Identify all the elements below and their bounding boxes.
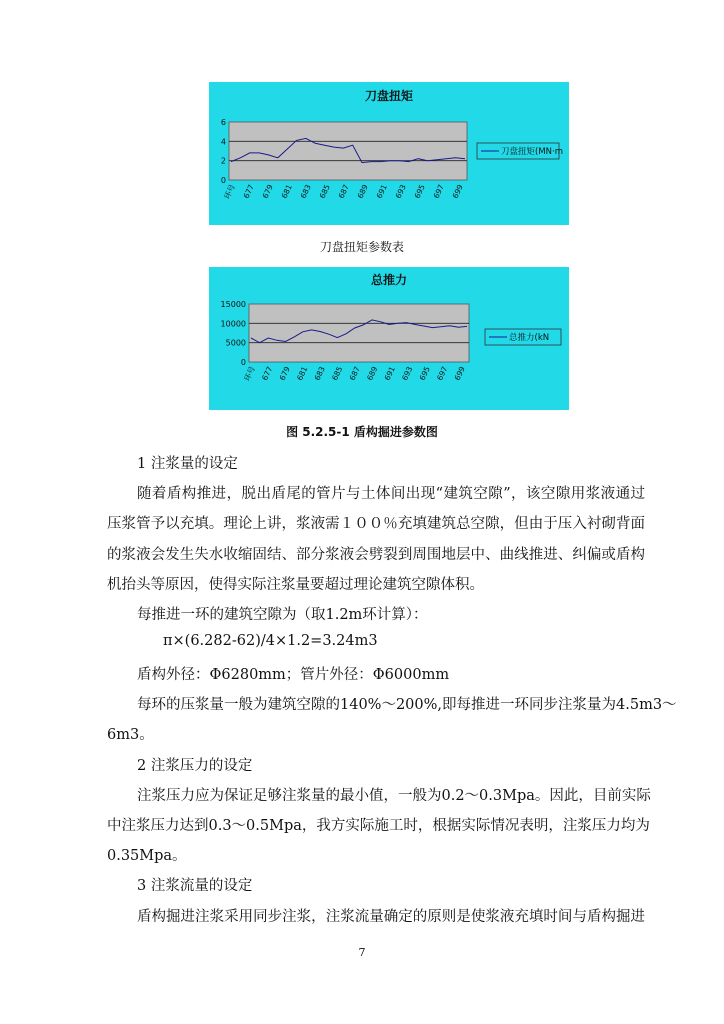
figure-caption: 图 5.2.5-1 盾构掘进参数图	[286, 425, 438, 439]
paragraph-line: 盾构掘进注浆采用同步注浆，注浆流量确定的原则是使浆液充填时间与盾构掘进	[137, 909, 645, 925]
x-tick-label: 677	[241, 183, 256, 200]
heading-grout-volume: 1 注浆量的设定	[137, 456, 238, 472]
x-tick-label: 699	[452, 365, 467, 382]
paragraph-line: 中注浆压力达到0.3～0.5Mpa，我方实际施工时，根据实际情况表明，注浆压力均为	[107, 818, 650, 834]
x-tick-label: 687	[347, 365, 362, 382]
paragraph-line: 注浆压力应为保证足够注浆量的最小值，一般为0.2～0.3Mpa。因此，目前实际	[137, 788, 651, 804]
paragraph-line: 盾构外径：Φ6280mm；管片外径：Φ6000mm	[137, 667, 450, 683]
paragraph-line: 的浆液会发生失水收缩固结、部分浆液会劈裂到周围地层中、曲线推进、纠偏或盾构	[107, 547, 645, 563]
paragraph-line: 6m3。	[107, 727, 154, 743]
y-tick-label: 15000	[220, 300, 246, 309]
legend-label: 总推力(kN	[509, 333, 550, 343]
x-tick-label: 697	[435, 365, 450, 382]
torque-chart	[209, 82, 569, 225]
plot-area	[229, 122, 467, 180]
torque-chart-caption: 刀盘扭矩参数表	[319, 240, 404, 254]
page-number: 7	[358, 946, 366, 959]
x-tick-label: 681	[295, 365, 310, 382]
paragraph-line: 压浆管予以充填。理论上讲，浆液需１００％充填建筑总空隙，但由于压入衬砌背面	[107, 516, 645, 532]
plot-area	[249, 304, 469, 362]
x-tick-label: 681	[279, 183, 294, 200]
x-tick-label: 677	[260, 365, 275, 382]
x-tick-label: 693	[393, 183, 408, 200]
x-tick-label: 环号	[222, 183, 237, 201]
y-tick-label: 0	[220, 176, 226, 185]
paragraph-line: 每推进一环的建筑空隙为（取1.2m环计算）：	[137, 607, 428, 623]
x-tick-label: 693	[400, 365, 415, 382]
y-tick-label: 2	[220, 156, 226, 166]
formula: π×(6.282-62)/4×1.2=3.24m3	[163, 633, 378, 649]
paragraph-line: 机抬头等原因，使得实际注浆量要超过理论建筑空隙体积。	[107, 577, 484, 593]
x-tick-label: 环号	[242, 365, 257, 383]
x-tick-label: 679	[260, 183, 275, 200]
x-tick-label: 679	[277, 365, 292, 382]
chart-title: 刀盘扭矩	[364, 89, 414, 103]
y-tick-label: 10000	[220, 319, 246, 329]
x-tick-label: 685	[330, 365, 345, 382]
x-tick-label: 699	[450, 183, 465, 200]
paragraph-line: 0.35Mpa。	[107, 848, 187, 864]
y-tick-label: 6	[220, 118, 226, 127]
x-tick-label: 687	[336, 183, 351, 200]
x-tick-label: 695	[412, 183, 427, 200]
x-tick-label: 695	[417, 365, 432, 382]
x-tick-label: 691	[382, 365, 397, 382]
torque-chart-svg	[209, 82, 569, 225]
paragraph-line: 随着盾构推进，脱出盾尾的管片与土体间出现“建筑空隙”，该空隙用浆液通过	[137, 486, 645, 502]
heading-grout-pressure: 2 注浆压力的设定	[137, 758, 253, 774]
chart-title: 总推力	[370, 273, 408, 287]
y-tick-label: 5000	[225, 338, 246, 348]
x-tick-label: 691	[374, 183, 389, 200]
y-tick-label: 0	[240, 358, 246, 367]
paragraph-line: 每环的压浆量一般为建筑空隙的140%～200%,即每推进一环同步注浆量为4.5m3～	[137, 697, 677, 713]
x-tick-label: 697	[431, 183, 446, 200]
thrust-chart-svg	[209, 267, 569, 410]
thrust-chart	[209, 267, 569, 410]
legend-label: 刀盘扭矩(MN·m	[501, 147, 563, 157]
y-tick-label: 4	[220, 137, 226, 147]
x-tick-label: 683	[312, 365, 327, 382]
x-tick-label: 689	[355, 183, 370, 200]
x-tick-label: 685	[317, 183, 332, 200]
x-tick-label: 689	[365, 365, 380, 382]
x-tick-label: 683	[298, 183, 313, 200]
heading-grout-flow: 3 注浆流量的设定	[137, 878, 253, 894]
